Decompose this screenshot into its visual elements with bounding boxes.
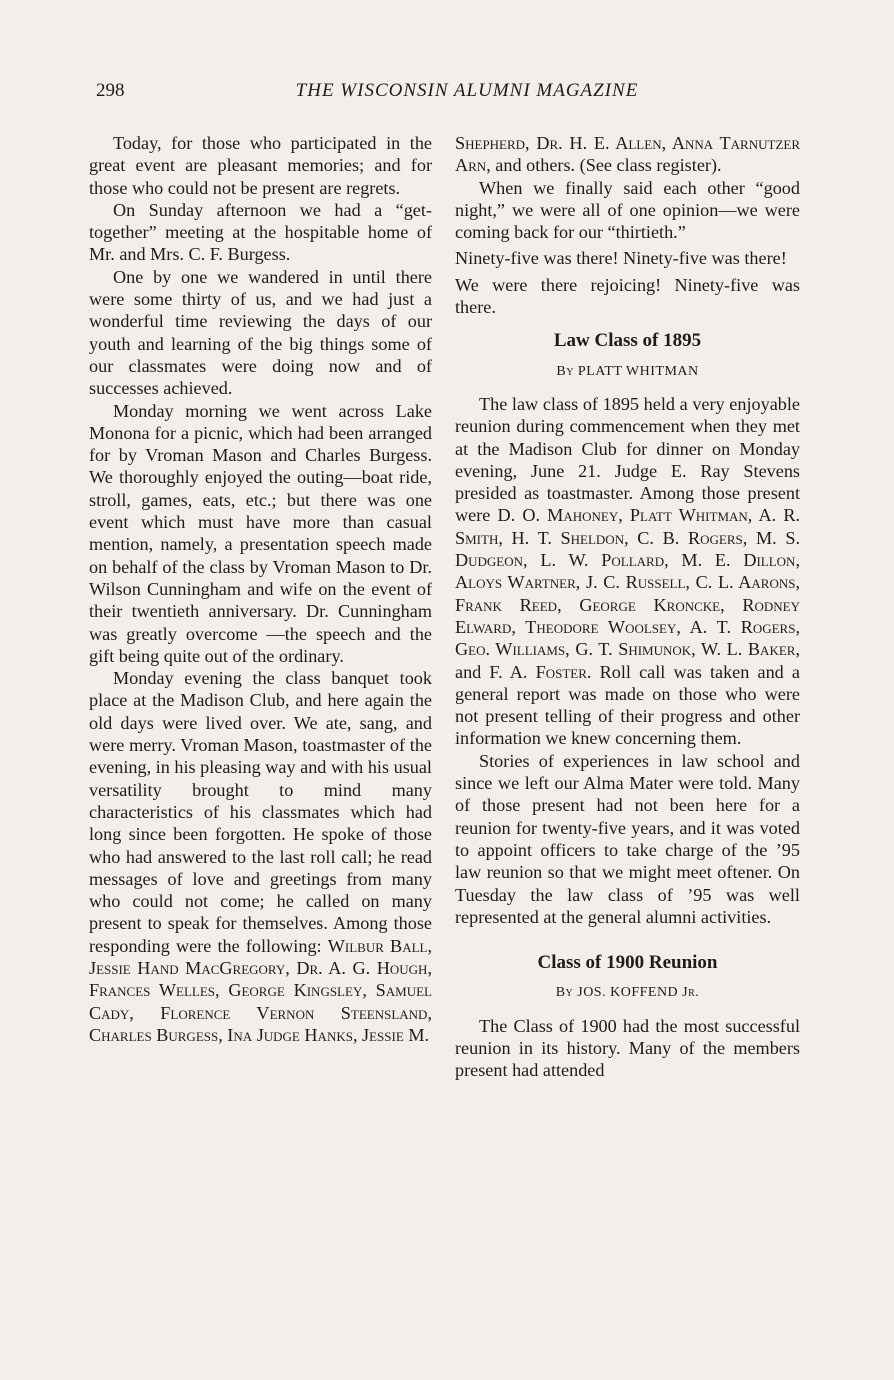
byline-law-class xyxy=(455,361,800,383)
paragraph: Monday morning we went across Lake Monona for a picnic, which had been arranged for by Vroman Mason and Charles Burgess. We thoroughly enjoyed the outing—boat ride, stroll, games, eats, etc.; but there was one event which must have more than casual mention, namely, a presentation speech made on behalf of the class by Vroman Mason to Dr. Wilson Cunningham and wife on the event of their twentieth anniversary. Dr. Cunningham was greatly overcome —the speech and the gift being quite out of the ordinary. xyxy=(89,400,432,666)
verse-text: We were there rejoicing! Ninety-five was there. xyxy=(455,274,800,318)
magazine-title: THE WISCONSIN ALUMNI MAGAZINE xyxy=(295,80,639,101)
paragraph: Stories of experiences in law school and since we left our Alma Mater were told. Many of those present had not been here for a reunion for twenty-five years, and it was voted to appoint officers to take charge of the ’95 law reunion so that we might meet oftener. On Tuesday the law class of ’95 was well represented at the general alumni activities. xyxy=(455,750,800,927)
paragraph-text: and others. (See class register). xyxy=(490,155,722,176)
paragraph xyxy=(455,393,800,750)
right-column xyxy=(455,132,800,1082)
byline-author: JOS. KOFFEND xyxy=(577,985,679,1001)
byline-author: PLATT WHITMAN xyxy=(577,363,699,379)
byline-class-1900 xyxy=(455,982,800,1004)
verse-line xyxy=(455,247,800,269)
attendee-names: Shepherd, Dr. H. E. Allen, Anna Tarnutzer Arn, xyxy=(455,133,800,176)
spacer xyxy=(455,928,800,940)
paragraph-continued xyxy=(455,132,800,177)
byline-by: By xyxy=(555,985,574,1001)
attendee-names: F. A. Foster. xyxy=(489,661,592,682)
page-number: 298 xyxy=(96,80,125,101)
paragraph: The Class of 1900 had the most successful reunion in its history. Many of the members present had attended xyxy=(455,1015,800,1081)
paragraph xyxy=(89,667,432,1046)
section-title-class-1900: Class of 1900 Reunion xyxy=(537,952,718,974)
paragraph-text: Roll call was taken and a general report was made on those who were not present telling of their progress and other information we knew concerning them. xyxy=(455,661,800,749)
paragraph: On Sunday afternoon we had a “get-together” meeting at the hospitable home of Mr. and Mrs. C. F. Burgess. xyxy=(89,199,432,265)
section-title-law-class: Law Class of 1895 xyxy=(553,330,702,352)
byline-suffix: Jr. xyxy=(682,985,700,1001)
attendee-names: Wilbur Ball, Jessie Hand MacGregory, Dr. A. G. Hough, Frances Welles, George Kingsley, Samuel Cady, Florence Vernon Steensland, Charles Burgess, Ina Judge Hanks, Jessie M. xyxy=(89,935,433,1045)
attendee-names: D. O. Mahoney, Platt Whitman, A. R. Smith, H. T. Sheldon, C. B. Rogers, M. S. Dudgeon, L. W. Pollard, M. E. Dillon, Aloys Wartner, J. C. Russell, C. L. Aarons, Frank Reed, George Kroncke, Rodney Elward, Theodore Woolsey, A. T. Rogers, Geo. Williams, G. T. Shimunok, W. L. Baker, xyxy=(455,505,800,660)
left-column xyxy=(89,132,432,1046)
byline-by: By xyxy=(556,363,574,379)
paragraph: Today, for those who participated in the great event are pleasant memories; and for those who could not be present are regrets. xyxy=(89,133,432,198)
paragraph: One by one we wandered in until there were some thirty of us, and we had just a wonderful time reviewing the days of our youth and learning of the big things some of our classmates were doing now and of successes achieved. xyxy=(89,266,432,399)
paragraph: When we finally said each other “good night,” we were all of one opinion—we were coming back for our “thirtieth.” xyxy=(455,177,800,243)
verse xyxy=(455,247,800,318)
paragraph-text: The law class of 1895 held a very enjoyable reunion during commencement when they met at the Madison Club for dinner on Monday evening, June 21. Judge E. Ray Stevens presided as toastmaster. Among those present were xyxy=(455,393,800,526)
verse-line xyxy=(455,274,800,319)
paragraph-text: and xyxy=(455,661,490,682)
verse-text: Ninety-five was there! Ninety-five was there! xyxy=(455,248,787,269)
paragraph-text: Monday evening the class banquet took place at the Madison Club, and here again the old days were lived over. We ate, sang, and were merry. Vroman Mason, toastmaster of the evening, in his pleasing way and with his usual versatility brought to mind many characteristics of his classmates which had long since been forgotten. He spoke of those who had answered to the last roll call; he read messages of love and greetings from many who could not come; he called on many present to speak for themselves. Among those responding were the following: xyxy=(89,668,432,956)
page-header xyxy=(96,80,798,106)
